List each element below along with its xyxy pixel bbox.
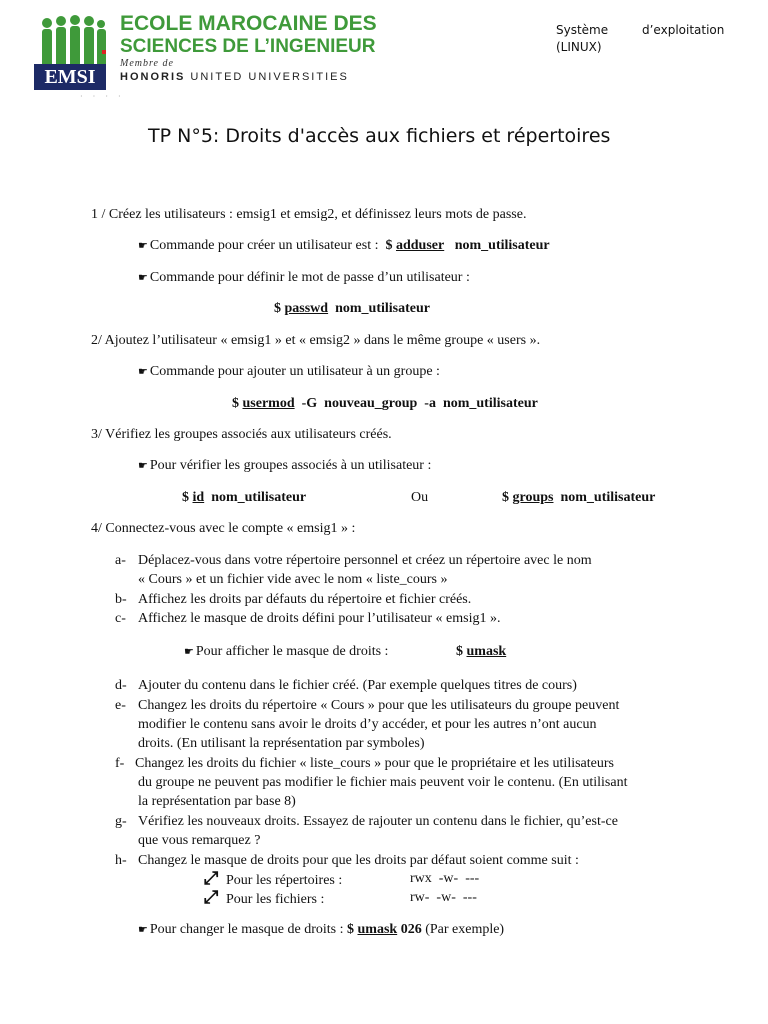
list-item bbox=[115, 676, 675, 695]
honoris-text: HONORIS bbox=[120, 71, 186, 83]
q1-cmd2-label: Commande pour définir le mot de passe d’un utilisateur : bbox=[149, 270, 470, 285]
list-item-line: « Cours » et un fichier vide avec le nom « liste_cours » bbox=[138, 572, 448, 587]
dollar-sign: $ bbox=[456, 644, 463, 659]
list-item bbox=[115, 754, 675, 811]
pointing-hand-icon: ☛ bbox=[138, 366, 148, 378]
pointing-hand-icon: ☛ bbox=[184, 646, 194, 658]
course-title bbox=[556, 22, 736, 56]
list-item bbox=[115, 551, 675, 589]
diagonal-arrow-icon: ⤢ bbox=[204, 868, 219, 888]
umask-command: umask bbox=[357, 922, 398, 937]
list-item-line: la représentation par base 8) bbox=[138, 794, 296, 809]
pointing-hand-icon: ☛ bbox=[138, 272, 148, 284]
perm-files-label: Pour les fichiers : bbox=[226, 892, 325, 907]
usermod-command: usermod bbox=[242, 396, 295, 411]
q1-passwd-command-line bbox=[274, 300, 430, 318]
umask-display-label: Pour afficher le masque de droits : bbox=[195, 644, 389, 659]
adduser-command: adduser bbox=[395, 238, 445, 253]
honoris-line bbox=[120, 71, 349, 83]
list-item-line: Déplacez-vous dans votre répertoire personnel et créez un répertoire avec le nom bbox=[138, 553, 592, 568]
list-item-label: d- bbox=[115, 678, 127, 693]
q4-text: 4/ Connectez-vous avec le compte « emsig1 » : bbox=[91, 521, 356, 536]
list-item-line: du groupe ne peuvent pas modifier le fichier mais peuvent voir le contenu. (En utilisant bbox=[138, 775, 628, 790]
umask-note: (Par exemple) bbox=[425, 922, 505, 937]
q2-text: 2/ Ajoutez l’utilisateur « emsig1 » et « emsig2 » dans le même groupe « users ». bbox=[91, 333, 541, 348]
q1-cmd1-label: Commande pour créer un utilisateur est : bbox=[149, 238, 379, 253]
list-item-label: c- bbox=[115, 611, 126, 626]
list-item bbox=[115, 696, 675, 753]
course-word-systeme: Système bbox=[556, 23, 609, 37]
id-command: id bbox=[192, 490, 205, 505]
diagonal-arrow-icon: ⤢ bbox=[204, 887, 219, 907]
course-linux: (LINUX) bbox=[556, 40, 602, 54]
q3-or-text: Ou bbox=[411, 490, 429, 505]
q1-cmd2-line bbox=[138, 269, 470, 287]
umask-command: umask bbox=[466, 644, 507, 659]
list-item-line: Affichez les droits par défauts du répertoire et fichier créés. bbox=[138, 592, 472, 607]
decorative-dots: · · · · bbox=[80, 92, 125, 101]
united-universities-text: UNITED UNIVERSITIES bbox=[190, 71, 349, 83]
list-item-line: droits. (En utilisant la représentation par symboles) bbox=[138, 736, 425, 751]
list-item-line: Changez les droits du fichier « liste_cours » pour que le propriétaire et les utilisateurs bbox=[135, 756, 614, 771]
passwd-command: passwd bbox=[284, 301, 329, 316]
dollar-sign: $ bbox=[232, 396, 239, 411]
list-item-line: Affichez le masque de droits défini pour l’utilisateur « emsig1 ». bbox=[138, 611, 501, 626]
list-item-line: modifier le contenu sans avoir le droits d’y accéder, et pour les autres n’ont aucun bbox=[138, 717, 597, 732]
school-name-line2: SCIENCES DE L’INGENIEUR bbox=[120, 36, 376, 57]
people-silhouette-icon bbox=[38, 14, 108, 70]
pointing-hand-icon: ☛ bbox=[138, 240, 148, 252]
q3-cmd-line bbox=[138, 457, 431, 475]
dollar-sign: $ bbox=[182, 490, 189, 505]
page-title: TP N°5: Droits d'accès aux fichiers et répertoires bbox=[148, 125, 611, 147]
list-item-line: Changez les droits du répertoire « Cours » pour que les utilisateurs du groupe peuvent bbox=[138, 698, 620, 713]
list-item-label: b- bbox=[115, 592, 127, 607]
umask-display-line bbox=[184, 643, 388, 661]
perm-files-row bbox=[204, 888, 324, 909]
dollar-sign: $ bbox=[385, 238, 393, 253]
q2-cmd-label: Commande pour ajouter un utilisateur à un groupe : bbox=[149, 364, 440, 379]
q3-id-command bbox=[182, 489, 306, 507]
pointing-hand-icon: ☛ bbox=[138, 460, 148, 472]
q3-arg2: nom_utilisateur bbox=[560, 490, 656, 505]
list-item-line: Changez le masque de droits pour que les droits par défaut soient comme suit : bbox=[138, 853, 579, 868]
school-name-line1: ECOLE MAROCAINE DES bbox=[120, 12, 377, 35]
emsi-logo-box: EMSI bbox=[34, 64, 106, 90]
dollar-sign: $ bbox=[274, 301, 281, 316]
umask-value: 026 bbox=[400, 922, 422, 937]
member-of-text: Membre de bbox=[120, 58, 174, 69]
list-item-label: e- bbox=[115, 698, 126, 713]
umask-change-label: Pour changer le masque de droits : bbox=[149, 922, 344, 937]
q1-cmd1-line bbox=[138, 237, 550, 255]
list-item-label: g- bbox=[115, 814, 127, 829]
q3-arg1: nom_utilisateur bbox=[211, 490, 307, 505]
list-item-line: Ajouter du contenu dans le fichier créé. (Par exemple quelques titres de cours) bbox=[138, 678, 577, 693]
q3-text: 3/ Vérifiez les groupes associés aux utilisateurs créés. bbox=[91, 427, 392, 442]
umask-change-line bbox=[138, 921, 504, 939]
list-item bbox=[115, 812, 675, 850]
q1-cmd2-arg: nom_utilisateur bbox=[335, 301, 430, 316]
perm-files-value: rw- -w- --- bbox=[410, 890, 477, 905]
list-item-label: a- bbox=[115, 553, 126, 568]
groups-command: groups bbox=[512, 490, 554, 505]
q1-cmd1-arg: nom_utilisateur bbox=[454, 238, 550, 253]
perm-dirs-value: rwx -w- --- bbox=[410, 871, 480, 886]
q2-cmd-line bbox=[138, 363, 440, 381]
list-item bbox=[115, 851, 675, 870]
q3-groups-command bbox=[502, 489, 655, 507]
umask-display-command bbox=[456, 643, 506, 661]
dollar-sign: $ bbox=[502, 490, 509, 505]
q3-cmd-label: Pour vérifier les groupes associés à un utilisateur : bbox=[149, 458, 432, 473]
list-item-label: h- bbox=[115, 853, 127, 868]
list-item bbox=[115, 609, 675, 628]
usermod-args: -G nouveau_group -a nom_utilisateur bbox=[301, 396, 538, 411]
perm-dirs-row bbox=[204, 869, 342, 890]
school-logo bbox=[34, 12, 377, 92]
list-item bbox=[115, 590, 675, 609]
list-item-line: que vous remarquez ? bbox=[138, 833, 261, 848]
q1-text: 1 / Créez les utilisateurs : emsig1 et emsig2, et définissez leurs mots de passe. bbox=[91, 207, 527, 222]
perm-dirs-label: Pour les répertoires : bbox=[226, 873, 343, 888]
pointing-hand-icon: ☛ bbox=[138, 924, 148, 936]
list-item-label: f- bbox=[115, 756, 125, 771]
list-item-line: Vérifiez les nouveaux droits. Essayez de rajouter un contenu dans le fichier, qu’est-ce bbox=[138, 814, 618, 829]
q2-usermod-command-line bbox=[232, 395, 538, 413]
dollar-sign: $ bbox=[347, 922, 354, 937]
course-word-exploitation: d’exploitation bbox=[642, 23, 725, 37]
